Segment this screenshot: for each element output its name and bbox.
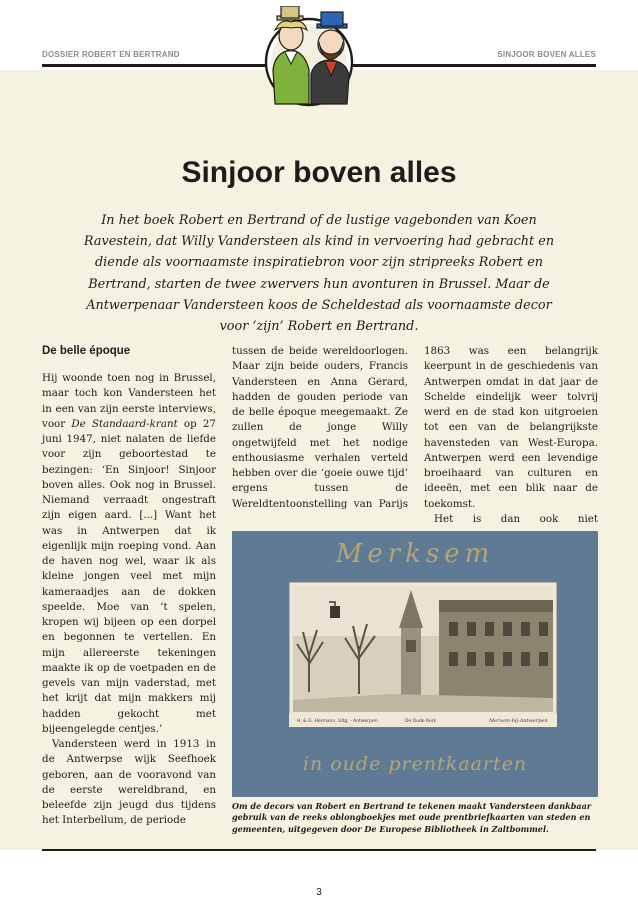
text-column-3 <box>424 344 598 524</box>
photo-caption: Om de decors van Robert en Bertrand te tekenen maakt Vandersteen dankbaar gebruik van de reeks oblongboekjes met oude prentbriefkaarten van steden en gemeenten, uitgegeven door De Europese Bibliotheek in Zaltbommel. <box>232 801 592 834</box>
paragraph-continued: 1863 was een belangrijk keerpunt in de geschiedenis van Antwerpen omdat in dat jaar de Schelde eindelijk weer tolvrij werd en de stad kon uitgroeien tot een van de belangrijkste havensteden van West-Europa. Antwerpen werd een levendige broeihaard van culturen en ideeën, met een blik naar de toekomst. <box>424 345 598 510</box>
paragraph-continued: tussen de beide wereldoorlogen. Maar zijn beide ouders, Francis Vandersteen en Anna Gerard, hadden de gouden periode van de belle époque meegemaakt. Ze zullen de jonge Willy ongetwijfeld met het nodige enthousiasme verhalen verteld hebben over die ‘goeie ouwe tijd’ ergens tussen de Wereldtentoonstelling van Parijs <box>232 345 408 510</box>
footer-rule <box>42 849 596 851</box>
newspaper-name: De Standaard-krant <box>71 417 178 430</box>
postcard-place-text: Merxem-bij-Antwerpen <box>489 718 548 724</box>
cover-title: Merksem <box>335 539 495 569</box>
postcard-image <box>289 582 557 727</box>
book-cover-photo <box>232 531 598 797</box>
postcard-publisher-text: H. & G. Hermann, Uitg. - Antwerpen <box>297 719 378 724</box>
article-title: Sinjoor boven alles <box>181 156 457 189</box>
paragraph-text: op 27 juni 1947, niet nalaten de liefde voor zijn geboortestad te bezingen: ‘En Sinjoor! Sinjoor boven alles. Ook nog in Brussel. Niemand verraadt ongestraft zijn eigen aard. [...] Want het was in Antwerpen dat ik eigenlijk mijn roeping vond. Aan de haven nog wel, waar ik als kleine jongen veel met mijn kameraadjes aan de dokken speelde. Moe van ’t spelen, kropen wij bijeen op een dorpel en begonnen te vertellen. En mijn allereerste tekeningen maakte ik op de voetpaden en de gevels van mijn vaderstad, met het krijt dat mijn makkers mij hadden gekocht met bijeengelegde centjes.’ <box>42 417 216 735</box>
page-number: 3 <box>316 887 322 898</box>
paragraph: Het is dan ook niet <box>434 512 598 524</box>
text-column-2-content <box>232 344 408 512</box>
running-header-left: DOSSIER ROBERT EN BERTRAND <box>42 50 180 59</box>
text-column-1 <box>42 344 216 829</box>
cover-subtitle: in oude prentkaarten <box>302 753 528 775</box>
paragraph-text: Hij woonde toen nog in Brussel, maar toch kon Vandersteen het in een van zijn eerste interviews, voor <box>42 372 216 430</box>
article-intro: In het boek Robert en Bertrand of de lustige vagebonden van Koen Ravestein, dat Willy Vandersteen als kind in vervoering had gebracht en diende als voornaamste inspiratiebron voor zijn stripreeks Robert en Bertrand, starten de twee zwervers hun avonturen in Brussel. Maar de Antwerpenaar Vandersteen koos de Scheldestad als voornaamste decor voor ‘zijn’ Robert en Bertrand. <box>83 213 555 335</box>
postcard-subject-text: De Oude Kerk <box>405 719 437 724</box>
paragraph: Vandersteen werd in 1913 in de Antwerpse wijk Seefhoek geboren, aan de vooravond van de eerste wereldbrand, en beleefde zijn jeugd dus tijdens het Interbellum, de periode <box>42 738 216 827</box>
running-header-right: SINJOOR BOVEN ALLES <box>497 50 596 59</box>
characters-emblem <box>261 6 357 110</box>
section-heading-belle-epoque: De belle époque <box>42 345 131 357</box>
paragraph <box>42 371 216 737</box>
